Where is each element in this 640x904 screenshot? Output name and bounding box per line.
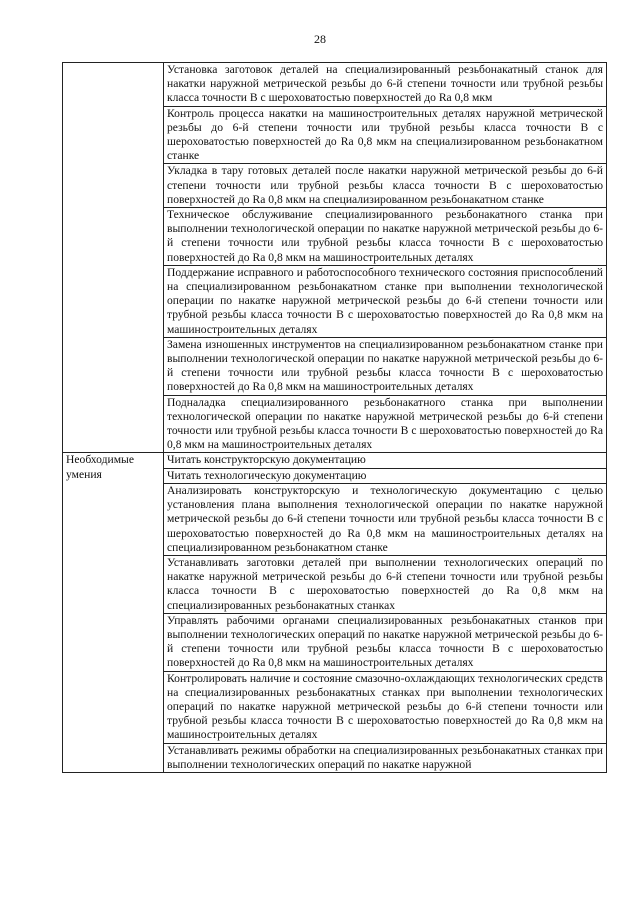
skill-cell: Устанавливать заготовки деталей при выполнении технологических операций по накатке наружной метрической резьбы до 6-й степени точности или трубной резьбы класса точности В с шероховатостью поверхностей до Ra 0,8 мкм на специализированных резьбонакатных станках <box>164 555 607 613</box>
labor-action-cell: Замена изношенных инструментов на специализированном резьбонакатном станке при выполнении технологической операции по накатке наружной метрической резьбы до 6-й степени точности или трубной резьбы класса точности В с шероховатостью поверхностей до Ra 0,8 мкм на машиностроительных деталях <box>164 337 607 395</box>
skill-cell: Читать конструкторскую документацию <box>164 453 607 468</box>
labor-action-cell: Поддержание исправного и работоспособного технического состояния приспособлений на специализированном резьбонакатном станке при выполнении технологической операции по накатке наружной метрической резьбы до 6-й степени точности или трубной резьбы класса точности В с шероховатостью поверхностей до Ra 0,8 мкм на машиностроительных деталях <box>164 265 607 337</box>
skill-cell: Читать технологическую документацию <box>164 468 607 483</box>
empty-left-cell <box>63 63 164 453</box>
page-number: 28 <box>314 32 326 46</box>
table-row <box>63 453 607 468</box>
skill-cell: Контролировать наличие и состояние смазочно-охлаждающих технологических средств на специализированных резьбонакатных станках при выполнении технологических операций по накатке наружной метрической резьбы до 6-й степени точности или трубной резьбы класса точности В с шероховатостью поверхностей до Ra 0,8 мкм на машиностроительных деталях <box>164 671 607 743</box>
skill-cell: Устанавливать режимы обработки на специализированных резьбонакатных станках при выполнении технологических операций по накатке наружной <box>164 743 607 772</box>
skills-label: Необходимые умения <box>63 453 164 772</box>
labor-action-cell: Техническое обслуживание специализированного резьбонакатного станка при выполнении технологической операции по накатке наружной метрической резьбы до 6-й степени точности или трубной резьбы класса точности В с шероховатостью поверхностей до Ra 0,8 мкм на машиностроительных деталях <box>164 208 607 266</box>
labor-action-cell: Установка заготовок деталей на специализированный резьбонакатный станок для накатки наружной метрической резьбы до 6-й степени точности или трубной резьбы класса точности В с шероховатостью поверхностей до Ra 0,8 мкм <box>164 63 607 107</box>
skill-cell: Анализировать конструкторскую и технологическую документацию с целью установления плана выполнения технологической операции по накатке наружной метрической резьбы до 6-й степени точности или трубной резьбы класса точности В с шероховатостью поверхностей до Ra 0,8 мкм на машиностроительных деталях на специализированном резьбонакатном станке <box>164 483 607 555</box>
table-row <box>63 63 607 107</box>
labor-action-cell: Подналадка специализированного резьбонакатного станка при выполнении технологической операции по накатке наружной метрической резьбы до 6-й степени точности или трубной резьбы класса точности В с шероховатостью поверхностей до Ra 0,8 мкм на машиностроительных деталях <box>164 395 607 453</box>
labor-action-cell: Укладка в тару готовых деталей после накатки наружной метрической резьбы до 6-й степени точности или трубной резьбы класса точности В с шероховатостью поверхностей до Ra 0,8 мкм на специализированном резьбонакатном станке <box>164 164 607 208</box>
labor-action-cell: Контроль процесса накатки на машиностроительных деталях наружной метрической резьбы до 6-й степени точности или трубной резьбы класса точности В с шероховатостью поверхностей до Ra 0,8 мкм на специализированном резьбонакатном станке <box>164 106 607 164</box>
skill-cell: Управлять рабочими органами специализированных резьбонакатных станков при выполнении технологических операций по накатке наружной метрической резьбы до 6-й степени точности или трубной резьбы класса точности В с шероховатостью поверхностей до Ra 0,8 мкм на машиностроительных деталях <box>164 613 607 671</box>
competency-table <box>62 62 607 773</box>
